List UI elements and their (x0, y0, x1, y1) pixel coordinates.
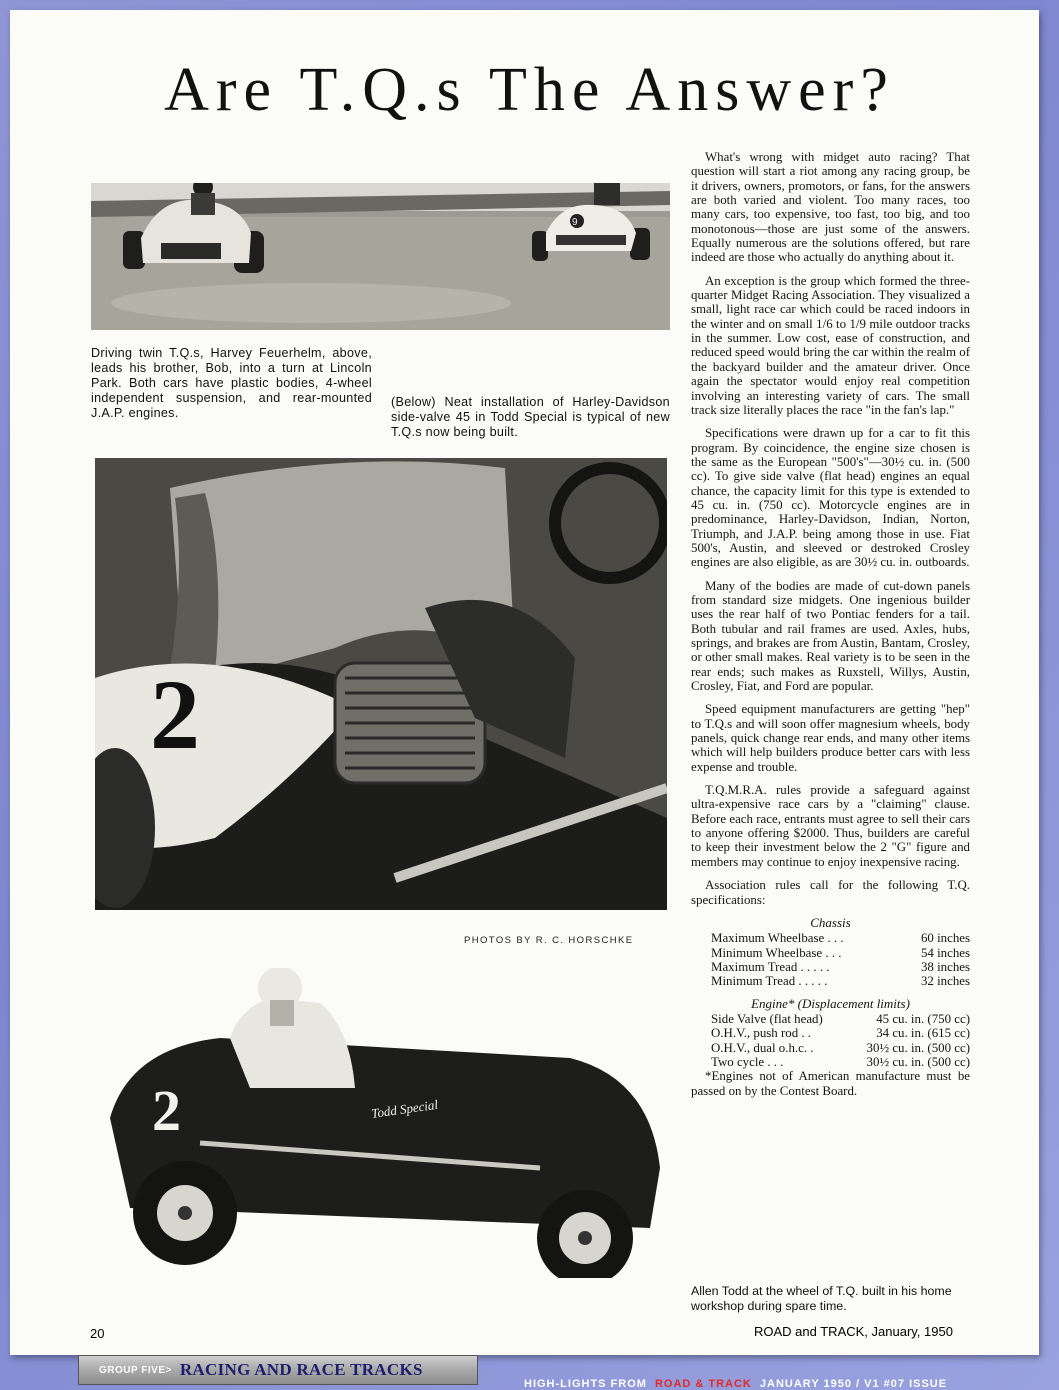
article-paragraph: What's wrong with midget auto racing? That question will start a riot among any racing group, be it drivers, owners, promotors, or fans, for the answers are both varied and violent. Too many races, too many cars, too expensive, too fast, too big, and too monotonous—those are just some of the answers. Equally numerous are the solutions offered, but rare indeed are those who actually do anything about it. (691, 150, 970, 265)
bottom-photo-car-number: 2 (152, 1078, 181, 1143)
spec-label: O.H.V., push rod . . (711, 1026, 812, 1041)
spec-value: 30½ cu. in. (500 cc) (866, 1054, 970, 1069)
spec-value: 38 inches (920, 959, 970, 974)
spec-row (691, 1012, 970, 1026)
spec-value: 34 cu. in. (615 cc) (876, 1026, 970, 1041)
engine-heading: Engine* (Displacement limits) (751, 995, 910, 1011)
spec-label: O.H.V., dual o.h.c. . (711, 1040, 814, 1055)
spec-label: Maximum Tread . . . . . (711, 959, 830, 974)
spec-label: Side Valve (flat head) (711, 1011, 823, 1026)
engine-footnote: *Engines not of American manufacture must be passed on by the Contest Board. (691, 1069, 970, 1098)
highlights-issue: JANUARY 1950 / V1 #07 ISSUE (759, 1378, 948, 1390)
todd-special-script: Todd Special (370, 1096, 439, 1121)
spec-row (691, 1026, 970, 1040)
magazine-footer: ROAD and TRACK, January, 1950 (754, 1324, 953, 1339)
spec-label: Minimum Tread . . . . . (711, 974, 828, 989)
spec-value: 54 inches (920, 945, 970, 960)
spec-value: 60 inches (920, 931, 970, 946)
spec-label: Two cycle . . . (711, 1054, 784, 1069)
section-banner (78, 1355, 478, 1385)
highlights-brand: ROAD & TRACK (654, 1378, 752, 1390)
spec-row (691, 1041, 970, 1055)
highlights-footer (524, 1378, 947, 1390)
photo-credit: PHOTOS BY R. C. HORSCHKE (464, 935, 634, 946)
engine-specs (691, 1012, 970, 1069)
chassis-heading: Chassis (810, 914, 851, 930)
photo-twin-cars (91, 183, 670, 330)
banner-group-label: GROUP FIVE> (99, 1364, 172, 1376)
photo-engine-closeup (95, 458, 667, 910)
highlights-prefix: HIGH-LIGHTS FROM (524, 1378, 647, 1390)
caption-twin-cars: Driving twin T.Q.s, Harvey Feuerhelm, above, leads his brother, Bob, into a turn at Lincoln Park. Both cars have plastic bodies, 4-wheel independent suspension, and rear-mounted J.A.P. engines. (91, 346, 372, 420)
spec-row (691, 960, 970, 974)
article-paragraph: Speed equipment manufacturers are getting "hep" to T.Q.s and will soon offer magnesium wheels, body panels, quick change rear ends, and many other items which will help builders produce better cars with less expense and trouble. (691, 702, 970, 774)
chassis-specs (691, 931, 970, 988)
spec-row (691, 946, 970, 960)
engine-photo-car-number: 2 (150, 659, 200, 770)
article-title: Are T.Q.s The Answer? (164, 56, 895, 124)
article-paragraph: Specifications were drawn up for a car to fit this program. By coincidence, the engine size chosen is the same as the European "500's"—30½ cu. in. (500 cc). To give side valve (flat head) engines an equal chance, the capacity limit for this type is extended to 45 cu. in. (750 cc). Motorcycle engines are in predominance, Harley-Davidson, Indian, Norton, Triumph, and J.A.P. being among those in use. Fiat 500's, Austin, and sleeved or destroked Crosley engines are also eligible, as are 30½ cu. in. outboards. (691, 426, 970, 570)
article-paragraph: Many of the bodies are made of cut-down panels from standard size midgets. One ingenious builder uses the rear half of two Pontiac fenders for a tail. Both tubular and rail frames are used. Axles, hubs, springs, and brakes are from Austin, Bantam, Crosley, or other small makes. Real variety is to be seen in the rear ends; such makes as Ruxstell, Willys, Austin, Crosley, Fiat, and Ford are popular. (691, 578, 970, 694)
spec-value: 30½ cu. in. (500 cc) (866, 1040, 970, 1055)
article-paragraph: T.Q.M.R.A. rules provide a safeguard against ultra-expensive race cars by a "claiming" clause. Before each race, entrants must agree to sell their cars to anyone offering $2000. Thus, builders are careful to keep their investment below the 2 "G" figure and members may continue to enjoy inexpensive racing. (691, 783, 970, 869)
spec-row (691, 931, 970, 945)
article-paragraph: Association rules call for the following T.Q. specifications: (691, 878, 970, 907)
banner-section-label: RACING AND RACE TRACKS (179, 1360, 423, 1379)
car-number-9: 9 (572, 217, 578, 228)
spec-label: Minimum Wheelbase . . . (711, 945, 842, 960)
spec-value: 32 inches (920, 974, 970, 989)
spec-value: 45 cu. in. (750 cc) (876, 1011, 970, 1026)
spec-row (691, 974, 970, 988)
article-body (691, 150, 970, 1107)
caption-allen-todd: Allen Todd at the wheel of T.Q. built in his home workshop during spare time. (691, 1284, 952, 1313)
caption-engine-installation: (Below) Neat installation of Harley-Davidson side-valve 45 in Todd Special is typical of new T.Q.s now being built. (391, 395, 670, 439)
article-paragraph: An exception is the group which formed the three-quarter Midget Racing Association. They visualized a small, light race car which could be raced indoors in the winter and on small 1/6 to 1/9 mile outdoor tracks in the summer. Low cost, ease of construction, and reduced speed would bring the car within the realm of the backyard builder and the amateur driver. Once again the spectator would enjoy real competition involving an interesting variety of cars. The small track size literally places the race "in the fan's lap." (691, 273, 970, 417)
page-number: 20 (90, 1326, 105, 1341)
spec-label: Maximum Wheelbase . . . (711, 931, 844, 946)
spec-row (691, 1055, 970, 1069)
photo-allen-todd-car (90, 968, 680, 1278)
